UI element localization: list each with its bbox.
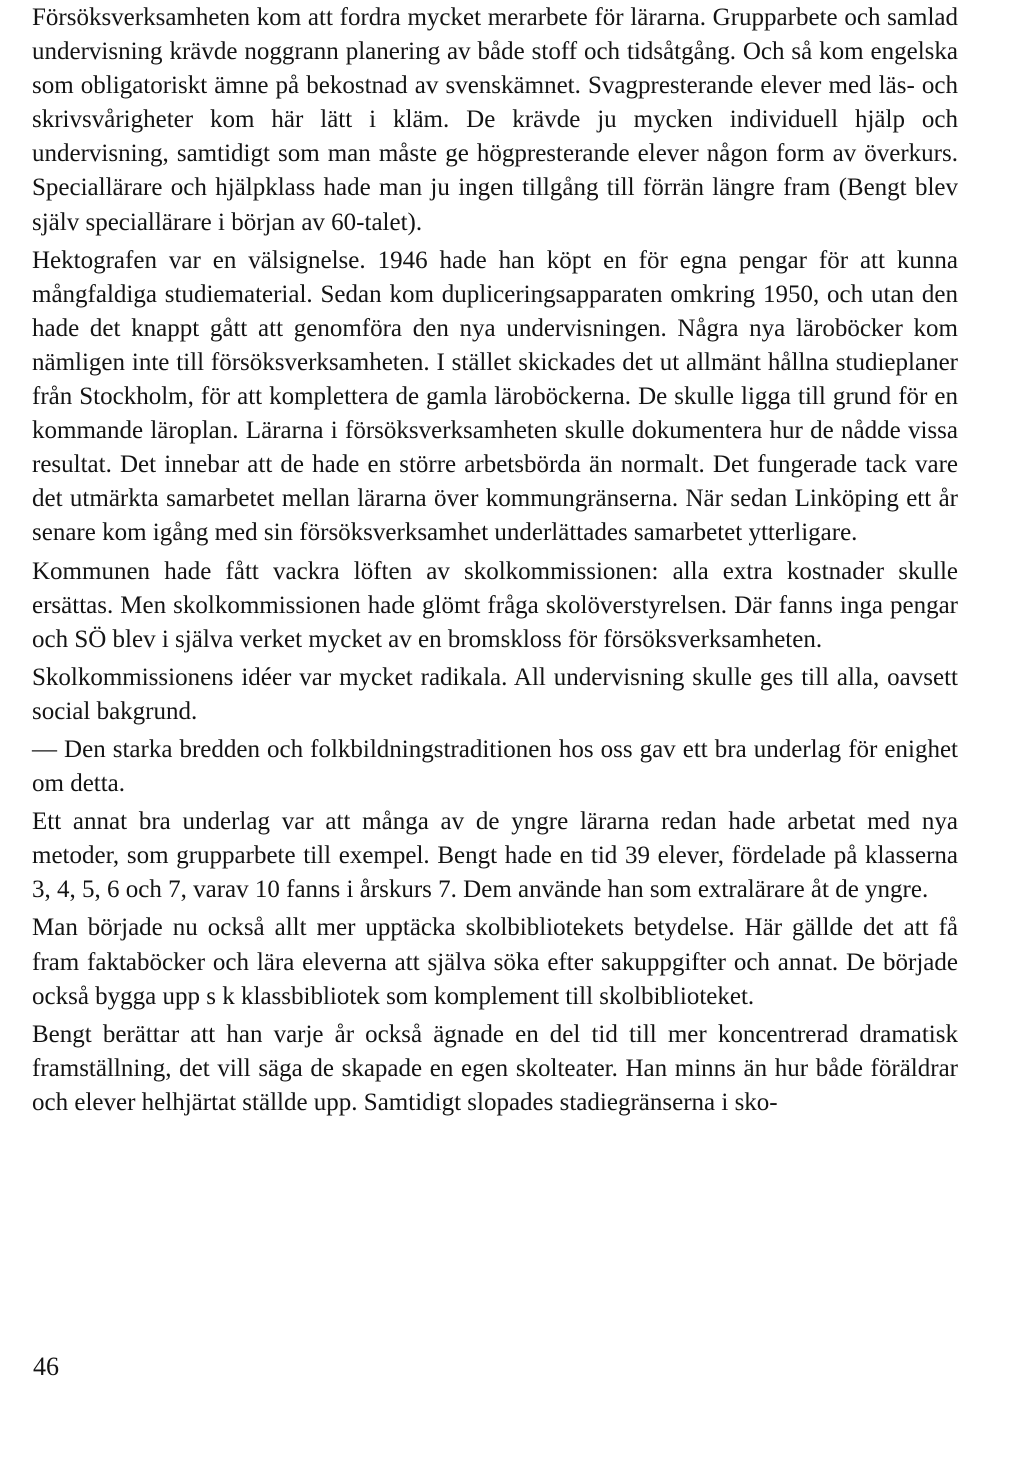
page-number: 46 — [33, 1352, 59, 1381]
paragraph-8: Bengt berättar att han varje år också ägnade en del tid till mer koncentrerad dramatisk framställning, det vill säga de skapade en egen skolteater. Han minns än hur både föräldrar och elever helhjärtat ställde upp. Samtidigt slopades stadiegränserna i sko- — [32, 1020, 958, 1116]
paragraph-6: Ett annat bra underlag var att många av de yngre lärarna redan hade arbetat med nya metoder, som grupparbete till exempel. Bengt hade en tid 39 elever, fördelade på klasserna 3, 4, 5, 6 och 7, varav 10 fanns i årskurs 7. Dem använde han som extralärare åt de yngre. — [32, 808, 958, 904]
paragraph-4: Skolkommissionens idéer var mycket radikala. All undervisning skulle ges till alla, oavsett social bakgrund. — [32, 663, 958, 725]
paragraph-5: — Den starka bredden och folkbildningstraditionen hos oss gav ett bra underlag för enighet om detta. — [32, 735, 958, 798]
document-page — [32, 0, 958, 1124]
paragraph-2: Hektografen var en välsignelse. 1946 hade han köpt en för egna pengar för att kunna mångfaldiga studiematerial. Sedan kom dupliceringsapparaten omkring 1950, och utan den hade det knappt gått att genomföra den nya undervisningen. Några nya läroböcker kom nämligen inte till försöksverksamheten. I stället skickades det ut allmänt hållna studieplaner från Stockholm, för att komplettera de gamla läroböckerna. De skulle ligga till grund för en kommande läroplan. Lärarna i försöksverksamheten skulle dokumentera hur de nådde vissa resultat. Det innebar att de hade en större arbetsbörda än normalt. Det fungerade tack vare det utmärkta samarbetet mellan lärarna över kommungränserna. När sedan Linköping ett år senare kom igång med sin försöksverksamhet underlättades samarbetet ytterligare. — [32, 246, 958, 547]
body-text — [32, 0, 958, 1120]
paragraph-1: Försöksverksamheten kom att fordra mycket merarbete för lärarna. Grupparbete och samlad undervisning krävde noggrann planering av både stoff och tidsåtgång. Och så kom engelska som obligatoriskt ämne på bekostnad av svenskämnet. Svagpresterande elever med läs- och skrivsvårigheter kom här lätt i kläm. De krävde ju mycken individuell hjälp och undervisning, samtidigt som man måste ge högpresterande elever någon form av överkurs. Speciallärare och hjälpklass hade man ju ingen tillgång till förrän längre fram (Bengt blev själv speciallärare i början av 60-talet). — [32, 4, 958, 236]
paragraph-3: Kommunen hade fått vackra löften av skolkommissionen: alla extra kostnader skulle ersättas. Men skolkommissionen hade glömt fråga skolöverstyrelsen. Där fanns inga pengar och SÖ blev i själva verket mycket av en bromskloss för försöksverksamheten. — [32, 557, 958, 653]
paragraph-7: Man började nu också allt mer upptäcka skolbibliotekets betydelse. Här gällde det att få fram faktaböcker och lära eleverna att själva söka efter sakuppgifter och annat. De började också bygga upp s k klassbibliotek som komplement till skolbiblioteket. — [32, 914, 958, 1010]
